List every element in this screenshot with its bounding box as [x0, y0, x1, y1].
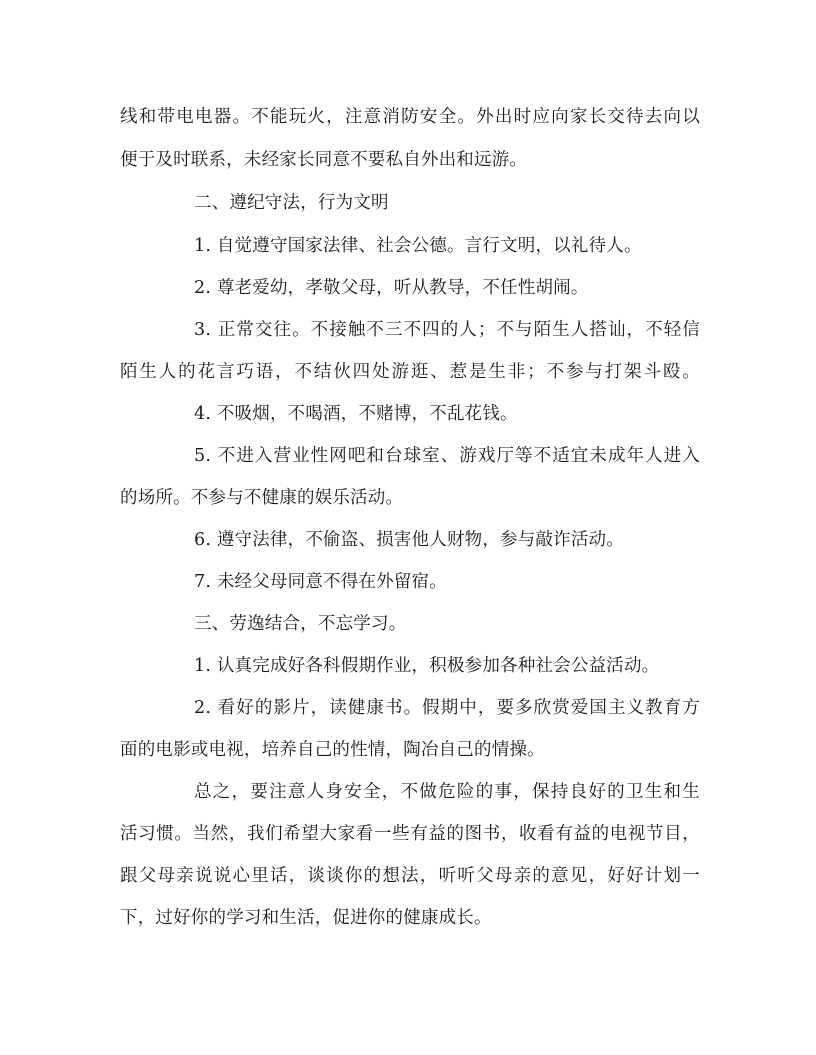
- list-item: 1. 自觉遵守国家法律、社会公德。言行文明，以礼待人。: [194, 236, 642, 256]
- list-item: 2. 尊老爱幼，孝敬父母，听从教导，不任性胡闹。: [194, 278, 589, 298]
- paragraph-line: 总之，要注意人身安全，不做危险的事，保持良好的卫生和生: [194, 782, 700, 802]
- text-line: 陌生人的花言巧语，不结伙四处游逛、惹是生非；不参与打架斗殴。: [120, 362, 700, 382]
- list-item: 7. 未经父母同意不得在外留宿。: [194, 572, 447, 592]
- section-heading: 二、遵纪守法，行为文明: [194, 193, 389, 213]
- list-item: 6. 遵守法律，不偷盗、损害他人财物，参与敲诈活动。: [194, 530, 624, 550]
- paragraph-line: 下，过好你的学习和生活，促进你的健康成长。: [120, 908, 492, 928]
- text-line: 的场所。不参与不健康的娱乐活动。: [120, 488, 404, 508]
- list-item: 4. 不吸烟，不喝酒，不赌博，不乱花钱。: [194, 404, 518, 424]
- text-line: 便于及时联系，未经家长同意不要私自外出和远游。: [120, 150, 528, 170]
- list-item: 2. 看好的影片，读健康书。假期中，要多欣赏爱国主义教育方: [194, 698, 700, 718]
- text-line: 面的电影或电视，培养自己的性情，陶冶自己的情操。: [120, 740, 545, 760]
- paragraph-line: 活习惯。当然，我们希望大家看一些有益的图书，收看有益的电视节目，: [120, 824, 700, 844]
- list-item: 1. 认真完成好各科假期作业，积极参加各种社会公益活动。: [194, 656, 660, 676]
- text-line: 线和带电电器。不能玩火，注意消防安全。外出时应向家长交待去向以: [120, 107, 700, 127]
- list-item: 3. 正常交往。不接触不三不四的人；不与陌生人搭讪，不轻信: [194, 320, 700, 340]
- list-item: 5. 不进入营业性网吧和台球室、游戏厅等不适宜未成年人进入: [194, 446, 700, 466]
- paragraph-line: 跟父母亲说说心里话，谈谈你的想法，听听父母亲的意见，好好计划一: [120, 866, 700, 886]
- section-heading: 三、劳逸结合，不忘学习。: [194, 614, 407, 634]
